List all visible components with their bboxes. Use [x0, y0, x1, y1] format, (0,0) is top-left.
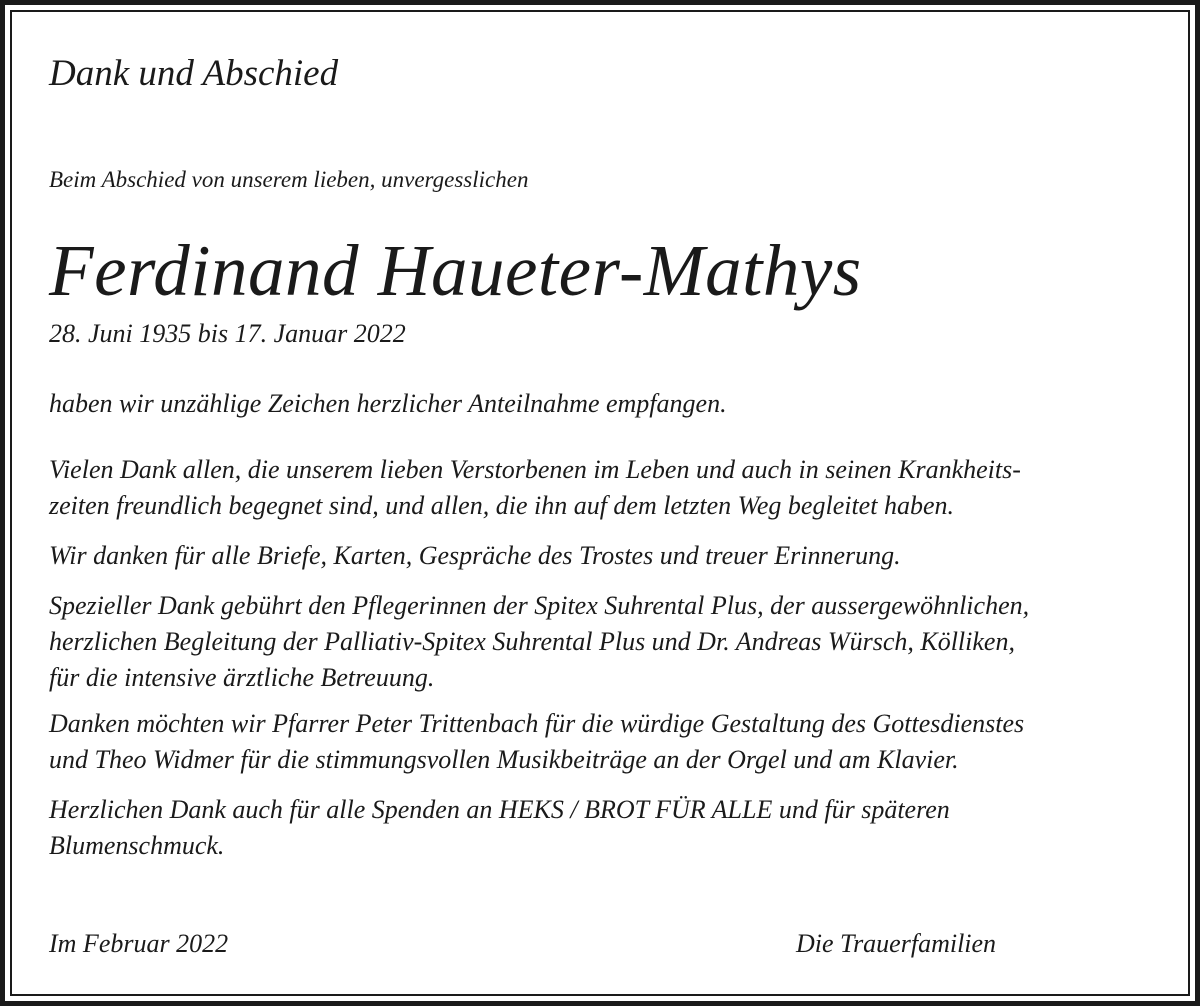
- thanks-paragraph-3: [49, 588, 1029, 696]
- paragraph-line: und Theo Widmer für die stimmungsvollen Musikbeiträge an der Orgel und am Klavier.: [49, 745, 959, 774]
- paragraph-line: Blumenschmuck.: [49, 831, 225, 860]
- footer-signature: Die Trauerfamilien: [796, 929, 997, 958]
- received-sympathy-line: haben wir unzählige Zeichen herzlicher Anteilnahme empfangen.: [49, 389, 727, 418]
- thanks-paragraph-1: [49, 452, 1021, 524]
- life-dates: 28. Juni 1935 bis 17. Januar 2022: [49, 319, 406, 348]
- deceased-name: Ferdinand Haueter-Mathys: [49, 230, 862, 311]
- paragraph-line: Danken möchten wir Pfarrer Peter Trittenbach für die würdige Gestaltung des Gottesdienstes: [49, 709, 1025, 738]
- paragraph-line: Spezieller Dank gebührt den Pflegerinnen der Spitex Suhrental Plus, der aussergewöhnlichen,: [49, 591, 1030, 620]
- thanks-paragraph-2: [49, 538, 901, 574]
- paragraph-line: für die intensive ärztliche Betreuung.: [49, 663, 435, 692]
- footer-date: Im Februar 2022: [49, 929, 229, 958]
- intro-line: Beim Abschied von unserem lieben, unvergesslichen: [49, 167, 529, 192]
- paragraph-line: Vielen Dank allen, die unserem lieben Verstorbenen im Leben und auch in seinen Krankheits-: [49, 455, 1021, 484]
- notice-heading: Dank und Abschied: [49, 53, 339, 94]
- paragraph-line: herzlichen Begleitung der Palliativ-Spitex Suhrental Plus und Dr. Andreas Würsch, Kölliken,: [49, 627, 1015, 656]
- thanks-paragraph-5: [49, 792, 950, 864]
- paragraph-line: zeiten freundlich begegnet sind, und allen, die ihn auf dem letzten Weg begleitet haben.: [49, 491, 954, 520]
- paragraph-line: Herzlichen Dank auch für alle Spenden an HEKS / BROT FÜR ALLE und für späteren: [49, 795, 950, 824]
- thanks-paragraph-4: [49, 706, 1024, 778]
- paragraph-line: Wir danken für alle Briefe, Karten, Gespräche des Trostes und treuer Erinnerung.: [49, 541, 901, 570]
